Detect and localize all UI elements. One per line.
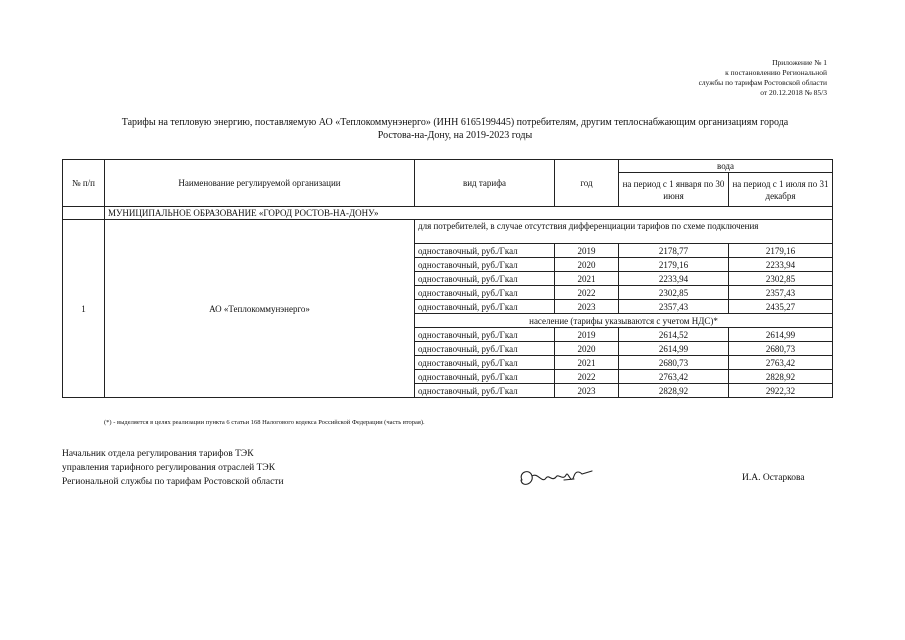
appendix-line-1: Приложение № 1	[772, 58, 827, 67]
header-year: год	[555, 160, 619, 207]
period1-value-cell: 2233,94	[619, 272, 729, 286]
tariff-type-cell: одноставочный, руб./Гкал	[415, 342, 555, 356]
period2-value-cell: 2922,32	[729, 384, 833, 398]
signature-line-2: управления тарифного регулирования отраслей ТЭК	[62, 463, 276, 473]
tariff-type-cell: одноставочный, руб./Гкал	[415, 300, 555, 314]
appendix-line-2: к постановлению Региональной	[725, 68, 827, 77]
period2-value-cell: 2435,27	[729, 300, 833, 314]
document-title	[60, 116, 850, 142]
footnote: (*) - выделяется в целях реализации пункта 6 статьи 168 Налогового кодекса Российской Федерации (часть вторая).	[104, 419, 425, 426]
header-num: № п/п	[63, 160, 105, 207]
period1-value-cell: 2179,16	[619, 258, 729, 272]
period2-value-cell: 2614,99	[729, 328, 833, 342]
signer-name: И.А. Остаркова	[742, 473, 805, 483]
period1-value-cell: 2680,73	[619, 356, 729, 370]
period2-value-cell: 2763,42	[729, 356, 833, 370]
period2-value-cell: 2680,73	[729, 342, 833, 356]
tariff-type-cell: одноставочный, руб./Гкал	[415, 370, 555, 384]
period1-value-cell: 2763,42	[619, 370, 729, 384]
year-cell: 2021	[555, 356, 619, 370]
tariff-type-cell: одноставочный, руб./Гкал	[415, 286, 555, 300]
signature-line-3: Региональной службы по тарифам Ростовской области	[62, 477, 284, 487]
period2-value-cell: 2302,85	[729, 272, 833, 286]
year-cell: 2021	[555, 272, 619, 286]
handwritten-signature	[516, 462, 596, 496]
tariff-table	[62, 159, 833, 398]
appendix-header	[607, 58, 827, 98]
year-cell: 2019	[555, 244, 619, 258]
appendix-line-3: службы по тарифам Ростовской области	[698, 78, 827, 87]
title-line-1: Тарифы на тепловую энергию, поставляемую АО «Теплокоммунэнерго» (ИНН 6165199445) потребителям, другим теплоснабжающим организациям города	[121, 117, 789, 128]
tariff-type-cell: одноставочный, руб./Гкал	[415, 258, 555, 272]
signature-block	[62, 447, 284, 489]
header-tariff-type: вид тарифа	[415, 160, 555, 207]
row-number: 1	[63, 220, 105, 398]
period2-value-cell: 2233,94	[729, 258, 833, 272]
year-cell: 2019	[555, 328, 619, 342]
period1-value-cell: 2614,52	[619, 328, 729, 342]
header-period-1: на период с 1 января по 30 июня	[619, 173, 729, 207]
year-cell: 2020	[555, 342, 619, 356]
period2-value-cell: 2179,16	[729, 244, 833, 258]
tariff-type-cell: одноставочный, руб./Гкал	[415, 384, 555, 398]
period1-value-cell: 2357,43	[619, 300, 729, 314]
tariff-type-cell: одноставочный, руб./Гкал	[415, 272, 555, 286]
appendix-line-4: от 20.12.2018 № 85/3	[760, 88, 827, 97]
section1-label: для потребителей, в случае отсутствия дифференциации тарифов по схеме подключения	[415, 220, 833, 244]
municipality-row: МУНИЦИПАЛЬНОЕ ОБРАЗОВАНИЕ «ГОРОД РОСТОВ-НА-ДОНУ»	[105, 207, 833, 220]
header-org: Наименование регулируемой организации	[105, 160, 415, 207]
period1-value-cell: 2302,85	[619, 286, 729, 300]
period2-value-cell: 2828,92	[729, 370, 833, 384]
year-cell: 2023	[555, 300, 619, 314]
tariff-type-cell: одноставочный, руб./Гкал	[415, 328, 555, 342]
tariff-type-cell: одноставочный, руб./Гкал	[415, 356, 555, 370]
header-water: вода	[619, 160, 833, 173]
signature-line-1: Начальник отдела регулирования тарифов ТЭК	[62, 449, 254, 459]
municipality-num-cell	[63, 207, 105, 220]
org-name: АО «Теплокоммунэнерго»	[105, 220, 415, 398]
section2-label: население (тарифы указываются с учетом НДС)*	[415, 314, 833, 328]
title-line-2: Ростова-на-Дону, на 2019-2023 годы	[377, 130, 533, 141]
period2-value-cell: 2357,43	[729, 286, 833, 300]
year-cell: 2022	[555, 370, 619, 384]
period1-value-cell: 2828,92	[619, 384, 729, 398]
tariff-type-cell: одноставочный, руб./Гкал	[415, 244, 555, 258]
period1-value-cell: 2614,99	[619, 342, 729, 356]
period1-value-cell: 2178,77	[619, 244, 729, 258]
year-cell: 2023	[555, 384, 619, 398]
header-period-2: на период с 1 июля по 31 декабря	[729, 173, 833, 207]
year-cell: 2020	[555, 258, 619, 272]
year-cell: 2022	[555, 286, 619, 300]
